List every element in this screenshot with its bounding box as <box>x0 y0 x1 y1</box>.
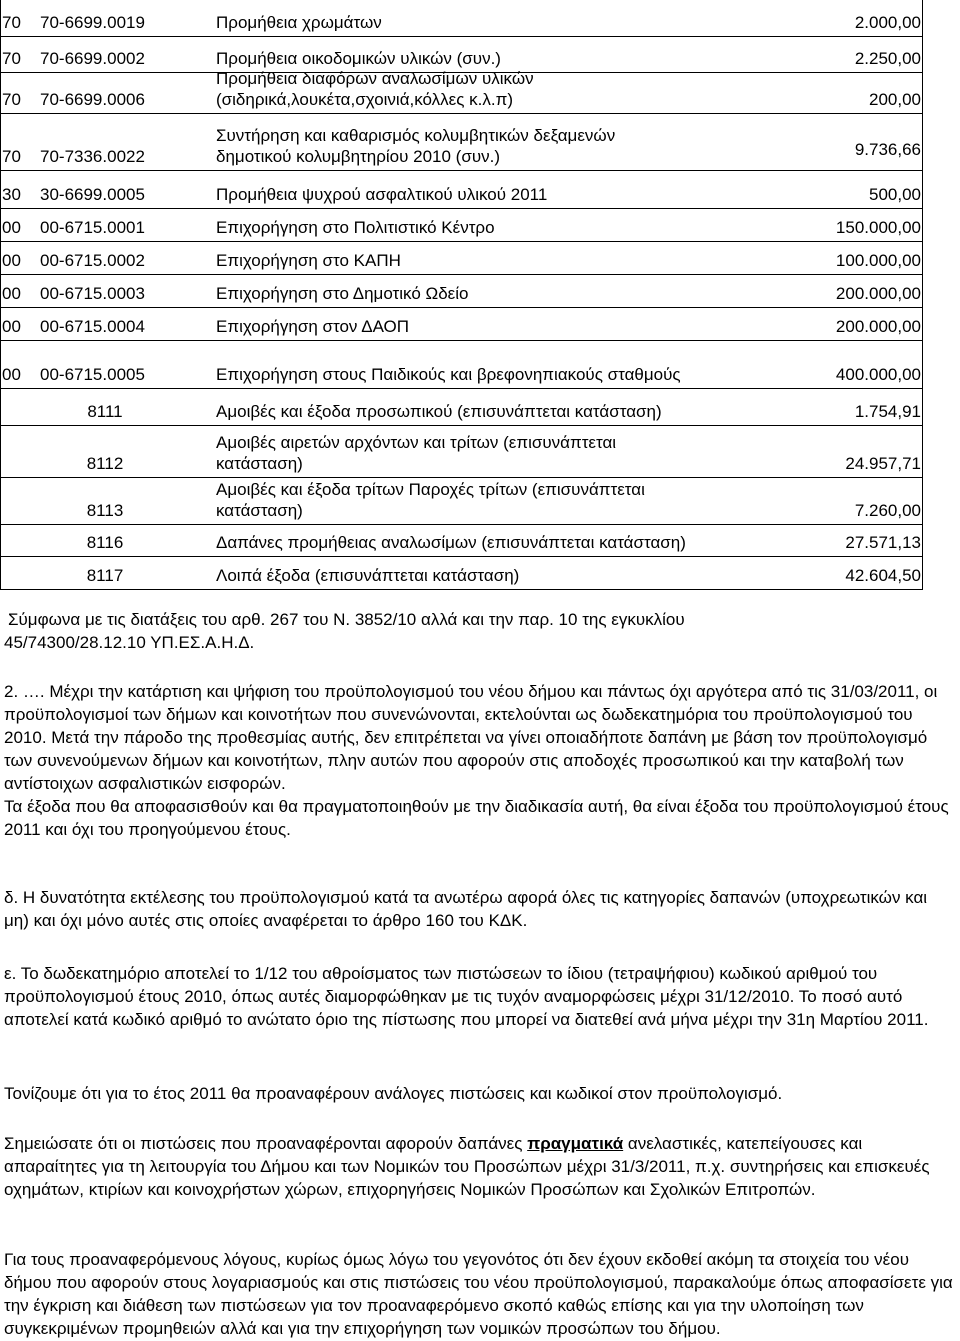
amount: 200.000,00 <box>835 317 921 336</box>
item-e-paragraph: ε. Το δωδεκατημόριο αποτελεί το 1/12 του αθροίσματος των πιστώσεων το ίδιου (τετραψήφιου) κωδικού αριθμού του προϋπολογισμού έτους 2010, όπως αυτές διαμορφώθηκαν με τις τυχόν αναμορφώσεις μέχρι 31/12/2010. Το ποσό αυτό αποτελεί κατά κωδικό αριθμό το ανώτατο όριο της πίστωσης που μπορεί να διατεθεί ανά μήνα μέχρι την 31η Μαρτίου 2011. <box>4 964 929 1029</box>
row-description <box>216 68 534 110</box>
amount: 200.000,00 <box>835 284 921 303</box>
row-description <box>216 184 547 205</box>
description-line: Επιχορήγηση στο Πολιτιστικό Κέντρο <box>216 218 495 237</box>
amount: 200,00 <box>869 90 921 109</box>
fund-code: 70 <box>2 147 21 166</box>
amount: 2.250,00 <box>854 49 921 68</box>
amount: 9.736,66 <box>854 140 921 159</box>
account-code: 00-6715.0005 <box>40 365 145 384</box>
description-line: Προμήθεια διαφόρων αναλωσίμων υλικών <box>216 69 534 88</box>
row-description <box>216 48 501 69</box>
description-line: Αμοιβές και έξοδα προσωπικού (επισυνάπτεται κατάσταση) <box>216 402 662 421</box>
item-2-paragraph: 2. …. Μέχρι την κατάρτιση και ψήφιση του προϋπολογισμού του νέου δήμου και πάντως όχι αργότερα από τις 31/03/2011, οι προϋπολογισμοί των δήμων και κοινοτήτων που συνενώνονται, εκτελούνται ως δωδεκατημόρια του προϋπολογισμού του 2010. Μετά την πάροδο της προθεσμίας αυτής, δεν επιτρέπεται να γίνει οποιαδήποτε δαπάνη με βάση τον προϋπολογισμό των συνενούμενων δήμων και κοινοτήτων, πλην αυτών που αφορούν στις αποδοχές προσωπικού και την καταβολή των αντίστοιχων ασφαλιστικών εισφορών. Τα έξοδα που θα αποφασισθούν και θα πραγματοποιηθούν με την διαδικασία αυτή, θα είναι έξοδα του προϋπολογισμού έτους 2011 και όχι του προηγούμενου έτους. <box>4 682 949 839</box>
account-code: 00-6715.0002 <box>40 251 145 270</box>
table-row <box>0 525 923 557</box>
fund-code: 70 <box>2 90 21 109</box>
table-row <box>0 389 923 426</box>
amount: 7.260,00 <box>854 501 921 520</box>
description-line: Αμοιβές και έξοδα τρίτων Παροχές τρίτων (επισυνάπτεται <box>216 480 645 499</box>
fund-code: 30 <box>2 185 21 204</box>
amount: 1.754,91 <box>854 402 921 421</box>
fund-code: 00 <box>2 251 21 270</box>
account-code: 30-6699.0005 <box>40 185 145 204</box>
description-line: δημοτικού κολυμβητηρίου 2010 (συν.) <box>216 147 500 166</box>
account-code: 70-7336.0022 <box>40 147 145 166</box>
row-description <box>216 432 616 474</box>
amount: 500,00 <box>869 185 921 204</box>
description-line: (σιδηρικά,λουκέτα,σχοινιά,κόλλες κ.λ.π) <box>216 90 514 109</box>
fund-code: 00 <box>2 218 21 237</box>
row-description <box>216 283 469 304</box>
table-row <box>0 242 923 275</box>
category-code: 8116 <box>86 533 124 552</box>
account-code: 70-6699.0019 <box>40 13 145 32</box>
description-line: Επιχορήγηση στους Παιδικούς και βρεφονηπιακούς σταθμούς <box>216 365 681 384</box>
fund-code: 70 <box>2 49 21 68</box>
table-left-border <box>0 0 1 590</box>
account-code: 00-6715.0001 <box>40 218 145 237</box>
table-row <box>0 426 923 478</box>
row-description <box>216 401 662 422</box>
table-row <box>0 308 923 341</box>
table-row <box>0 69 923 114</box>
amount: 400.000,00 <box>835 365 921 384</box>
emphasis-word: πραγματικά <box>527 1134 624 1153</box>
description-line: Λοιπά έξοδα (επισυνάπτεται κατάσταση) <box>216 566 520 585</box>
fund-code: 00 <box>2 284 21 303</box>
fund-code: 00 <box>2 365 21 384</box>
row-description <box>216 565 519 586</box>
table-row <box>0 114 923 171</box>
row-description <box>216 364 681 385</box>
emphasis-paragraph: Τονίζουμε ότι για το έτος 2011 θα προαναφέρουν ανάλογες πιστώσεις και κωδικοί στον προϋπολογισμό. <box>4 1084 783 1103</box>
table-row <box>0 171 923 209</box>
table-row <box>0 557 923 590</box>
fund-code: 70 <box>2 13 21 32</box>
description-line: Προμήθεια ψυχρού ασφαλτικού υλικού 2011 <box>216 185 548 204</box>
item-d-paragraph: δ. Η δυνατότητα εκτέλεσης του προϋπολογισμού κατά τα ανωτέρω αφορά όλες τις κατηγορίες δαπανών (υποχρεωτικών και μη) και όχι μόνο αυτές στις οποίες αναφέρεται το άρθρο 160 του ΚΔΚ. <box>4 888 928 930</box>
category-code: 8113 <box>86 501 124 520</box>
row-description <box>216 316 409 337</box>
row-description <box>216 217 495 238</box>
amount: 2.000,00 <box>854 13 921 32</box>
description-line: Αμοιβές αιρετών αρχόντων και τρίτων (επισυνάπτεται <box>216 433 617 452</box>
amount: 100.000,00 <box>835 251 921 270</box>
fund-code: 00 <box>2 317 21 336</box>
description-line: Δαπάνες προμήθειας αναλωσίμων (επισυνάπτεται κατάσταση) <box>216 533 686 552</box>
row-description <box>216 125 615 167</box>
table-row <box>0 0 923 37</box>
amount: 42.604,50 <box>845 566 921 585</box>
description-line: κατάσταση) <box>216 501 303 520</box>
category-code: 8111 <box>87 402 123 421</box>
note-paragraph: Σημειώσατε ότι οι πιστώσεις που προαναφέρονται αφορούν δαπάνες πραγματικά ανελαστικές, κατεπείγουσες και απαραίτητες για τη λειτουργία του Δήμου και των Νομικών του Προσώπων μέχρι 31/3/2011, π.χ. συντηρήσεις και επισκευές οχημάτων, κτιρίων και κοινοχρήστων χώρων, επιχορηγήσεις Νομικών Προσώπων και Σχολικών Επιτροπών. <box>4 1134 930 1199</box>
account-code: 00-6715.0003 <box>40 284 145 303</box>
table-row <box>0 341 923 389</box>
row-description <box>216 479 645 521</box>
category-code: 8112 <box>86 454 124 473</box>
final-paragraph: Για τους προαναφερόμενους λόγους, κυρίως όμως λόγω του γεγονότος ότι δεν έχουν εκδοθεί ακόμη τα στοιχεία του νέου δήμου που αφορούν στους λογαριασμούς και στις πιστώσεις του νέου προϋπολογισμού, παρακαλούμε όπως αποφασίσετε για την έγκριση και διάθεση των πιστώσεων για τον προαναφερόμενο σκοπό καθώς επίσης και για την υλοποίηση των συγκεκριμένων προμηθειών αλλά και για την επιχορήγηση των νομικών προσώπων του δήμου. <box>4 1250 953 1338</box>
account-code: 70-6699.0002 <box>40 49 145 68</box>
table-right-border <box>922 0 923 590</box>
description-line: Συντήρηση και καθαρισμός κολυμβητικών δεξαμενών <box>216 126 616 145</box>
description-line: Επιχορήγηση στον ΔΑΟΠ <box>216 317 410 336</box>
row-description <box>216 12 382 33</box>
description-line: Επιχορήγηση στο Δημοτικό Ωδείο <box>216 284 469 303</box>
amount: 24.957,71 <box>845 454 921 473</box>
description-line: Προμήθεια οικοδομικών υλικών (συν.) <box>216 49 501 68</box>
account-code: 70-6699.0006 <box>40 90 145 109</box>
table-row <box>0 209 923 242</box>
table-row <box>0 275 923 308</box>
description-line: Επιχορήγηση στο ΚΑΠΗ <box>216 251 401 270</box>
amount: 150.000,00 <box>835 218 921 237</box>
row-description <box>216 532 686 553</box>
row-description <box>216 250 401 271</box>
category-code: 8117 <box>86 566 124 585</box>
legal-reference: Σύμφωνα με τις διατάξεις του αρθ. 267 του Ν. 3852/10 αλλά και την παρ. 10 της εγκυκλίου 45/74300/28.12.10 ΥΠ.ΕΣ.Α.Η.Δ. <box>4 610 685 652</box>
amount: 27.571,13 <box>845 533 921 552</box>
account-code: 00-6715.0004 <box>40 317 145 336</box>
table-row <box>0 478 923 525</box>
description-line: κατάσταση) <box>216 454 303 473</box>
description-line: Προμήθεια χρωμάτων <box>216 13 382 32</box>
